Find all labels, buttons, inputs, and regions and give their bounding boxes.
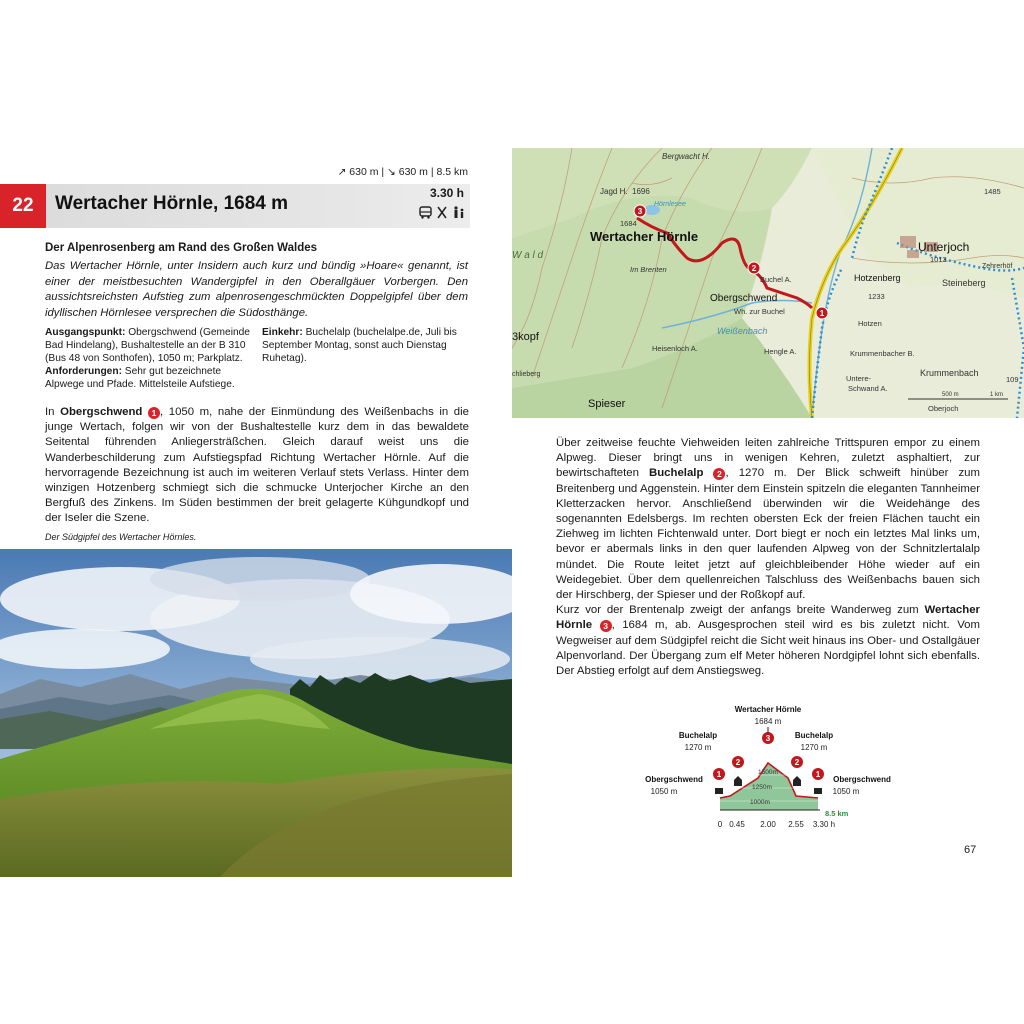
map-label-1485: 1485 (984, 187, 1001, 196)
map-label-hotzenberg-alt: 1233 (868, 292, 885, 301)
map-label-jagd: Jagd H. (600, 187, 628, 196)
map-label-hotzen: Hotzen (858, 319, 882, 328)
profile-time-4: 3.30 h (812, 820, 836, 829)
elevation-profile (640, 700, 920, 840)
bus-icon (419, 206, 432, 219)
profile-left-alp: Buchelalp (678, 731, 718, 740)
profile-start-left: Obergschwend (645, 775, 703, 784)
stop-value: Buchelalp (buchelalpe.de, Juli bis September Montag, sonst auch Dienstag Ruhetag). (262, 327, 457, 364)
stop-label: Einkehr: (262, 327, 303, 338)
map-label-hotzenberg: Hotzenberg (854, 273, 901, 283)
map-label-unterjoch-alt: 1013 (930, 255, 947, 264)
bus-stop-icon-right (814, 788, 822, 794)
profile-right-alp: Buchelalp (794, 731, 834, 740)
profile-time-0: 0 (717, 820, 723, 829)
map-scale-500: 500 m (942, 392, 959, 398)
map-label-bergwacht: Bergwacht H. (662, 152, 711, 161)
svg-text:1: 1 (819, 309, 825, 318)
start-value: Obergschwend (Gemeinde Bad Hindelang), Bushaltestelle an der B 310 (Bus 48 von Sonthofen), 1050 m; Parkplatz. (45, 327, 250, 364)
facts-right (262, 326, 472, 365)
place-obergschwend: Obergschwend (60, 406, 143, 418)
profile-left-alp-alt: 1270 m (684, 743, 712, 752)
map-label-kopf: 3kopf (512, 331, 539, 343)
profile-marker-1-right (812, 768, 824, 780)
profile-marker-1-left (713, 768, 725, 780)
svg-text:2: 2 (794, 758, 800, 767)
waypoint-marker-2: 2 (713, 468, 725, 480)
route-text-part1: In Obergschwend 1 , 1050 m, nahe der Einmündung des Weißenbachs in die junge Wertach, folgen wir von der Bushaltestelle kurz dem in das bewaldete Seitental führenden Anliegersträßchen. Gleich darauf weist uns die Wanderbeschilderung zum Aufstiegspfad Richtung Wertacher Hörnle. Auf die hervorragende Bezeichnung ist auch im weiteren Verlauf stets Verlass. Hinter dem winzigen Hotzenberg schmiegt sich die schmucke Unterjocher Kirche an den Bergfuß des Zinkens. Im Süden bestimmen der breit gelagerte Kühgundkopf und der Iseler die Szene. (45, 406, 469, 525)
route-map (512, 148, 1024, 418)
tour-stats: ↗ 630 m | ↘ 630 m | 8.5 km (337, 166, 468, 178)
map-label-wald: W a l d (512, 250, 544, 261)
map-label-unterjoch: Unterjoch (918, 240, 970, 254)
map-label-hengle: Hengle A. (764, 347, 797, 356)
map-label-schwand: Schwand A. (848, 384, 888, 393)
place-buchelalp: Buchelalp (649, 467, 704, 480)
map-label-buchel: Buchel A. (760, 275, 792, 284)
map-label-untere: Untere- (846, 374, 872, 383)
profile-start-right-alt: 1050 m (832, 787, 860, 796)
tour-icons (414, 206, 466, 219)
map-scale-1km: 1 km (990, 392, 1004, 398)
summit-photo (0, 549, 512, 877)
map-marker-1 (816, 307, 828, 319)
intro-heading: Der Alpenrosenberg am Rand des Großen Waldes (45, 242, 318, 254)
map-label-heisenloch: Heisenloch A. (652, 344, 698, 353)
profile-time-3: 2.55 (788, 820, 804, 829)
hut-icon-right (793, 776, 801, 786)
map-label-krummenbacher: Krummenbacher B. (850, 349, 915, 358)
start-label: Ausgangspunkt: (45, 327, 126, 338)
map-label-schlieberg: chlieberg (512, 371, 541, 378)
photo-caption: Der Südgipfel des Wertacher Hörnles. (45, 532, 197, 542)
map-label-steineberg: Steineberg (942, 278, 986, 288)
profile-grid-1250: 1250m (752, 784, 772, 791)
svg-text:3: 3 (765, 734, 771, 743)
map-marker-3 (634, 205, 646, 217)
map-label-krummenbach: Krummenbach (920, 368, 979, 378)
profile-marker-2-left (732, 756, 744, 768)
map-label-oberjoch: Oberjoch (928, 404, 959, 413)
profile-grid-1000: 1000m (750, 799, 770, 806)
profile-summit-alt: 1684 m (754, 717, 782, 726)
tour-number: 22 (0, 184, 46, 228)
svg-text:2: 2 (735, 758, 741, 767)
restaurant-icon (436, 206, 448, 219)
family-icon (452, 206, 466, 219)
place-wertacher-hoernle: Wertacher Hörnle (556, 604, 980, 632)
profile-distance: 8.5 km (825, 809, 849, 818)
profile-start-left-alt: 1050 m (650, 787, 678, 796)
profile-marker-2-right (791, 756, 803, 768)
tour-duration: 3.30 h (429, 186, 464, 200)
svg-text:1: 1 (716, 770, 722, 779)
hut-icon-left (734, 776, 742, 786)
map-label-109: 109 (1006, 375, 1019, 384)
map-label-brenten: Im Brenten (630, 265, 667, 274)
profile-grid-1500: 1500m (758, 769, 778, 776)
profile-time-2: 2.00 (760, 820, 776, 829)
map-label-summit: Wertacher Hörnle (590, 229, 699, 244)
profile-time-1: 0.45 (729, 820, 745, 829)
map-label-zehrer: Zehrerhöf (982, 263, 1013, 270)
page-number: 67 (964, 844, 977, 856)
map-label-summit-alt: 1684 (620, 219, 637, 228)
profile-start-right: Obergschwend (833, 775, 891, 784)
map-label-wh-buchel: Wh. zur Buchel (734, 307, 785, 316)
svg-text:1: 1 (815, 770, 821, 779)
waypoint-marker-1: 1 (148, 407, 160, 419)
map-label-weissenbach: Weißenbach (717, 326, 768, 336)
map-marker-2 (748, 262, 760, 274)
map-label-obergschwend: Obergschwend (710, 293, 778, 304)
svg-text:3: 3 (637, 207, 643, 216)
profile-summit-name: Wertacher Hörnle (734, 705, 802, 714)
map-label-jagd-alt: 1696 (632, 187, 650, 196)
intro-text: Das Wertacher Hörnle, unter Insidern auch kurz und bündig »Hoare« genannt, ist einer der meistbesuchten Wandergipfel in den Oberallgäuer Vorbergen. Den aussichtsreichsten Aufstieg zum alpenrosengeschmückten Doppelgipfel über dem idyllischen Hörnlesee versprechen die Südosthänge. (45, 260, 468, 319)
map-label-spieser: Spieser (588, 398, 626, 410)
facts-left (45, 326, 255, 391)
waypoint-marker-3: 3 (600, 620, 612, 632)
profile-right-alp-alt: 1270 m (800, 743, 828, 752)
profile-marker-3 (762, 732, 774, 744)
svg-text:2: 2 (751, 264, 757, 273)
tour-title: Wertacher Hörnle, 1684 m (55, 193, 289, 214)
map-label-hoernlesee: Hörnlesee (654, 201, 686, 208)
route-text-part2: Über zeitweise feuchte Viehweiden leiten zahlreiche Trittspuren empor zu einem Alpweg. Dieser bringt uns in wenigen Kehren, zuletzt asphaltiert, zur bewirtschafteten Buchelalp 2 , 1270 m. Der Blick schweift hinüber zum Breitenberg und Aggenstein. Hinter dem Einstein spitzeln die eleganten Tannheimer Kletterzacken hervor. Anschließend überwinden wir die Weidehänge des sogenannten Edelsbergs. Im rechten obersten Eck der freien Flächen taucht ein Ziehweg im lichten Fichtenwald unter. Dort biegt er noch ein letztes Mal links um, bevor er abermals links in den quer laufenden Alpweg von der Schnitzlertalalp mündet. Die Route leitet jetzt auf gleichbleibender Höhe wieder auf ein Weidegebiet. Über dem quellenreichen Talschluss des Weißenbachs bauen sich der Hirschberg, der Spieser und der Roßkopf auf. Kurz vor der Brentenalp zweigt der anfangs breite Wanderweg zum Wertacher Hörnle 3 , 1684 m, ab. Ausgesprochen steil wird es bis zuletzt nicht. Vom Wegweiser auf dem Südgipfel reicht die Sicht weit hinaus ins Ober- und Ostallgäuer Alpenvorland. Der Übergang zum elf Meter höheren Nordgipfel lohnt sich ebenfalls. Der Abstieg erfolgt auf dem Anstiegsweg. (556, 437, 980, 678)
bus-stop-icon-left (715, 788, 723, 794)
requirements-value: Sehr gut bezeichnete Alpwege und Pfade. Mittelsteile Aufstiege. (45, 366, 235, 390)
requirements-label: Anforderungen: (45, 366, 122, 377)
